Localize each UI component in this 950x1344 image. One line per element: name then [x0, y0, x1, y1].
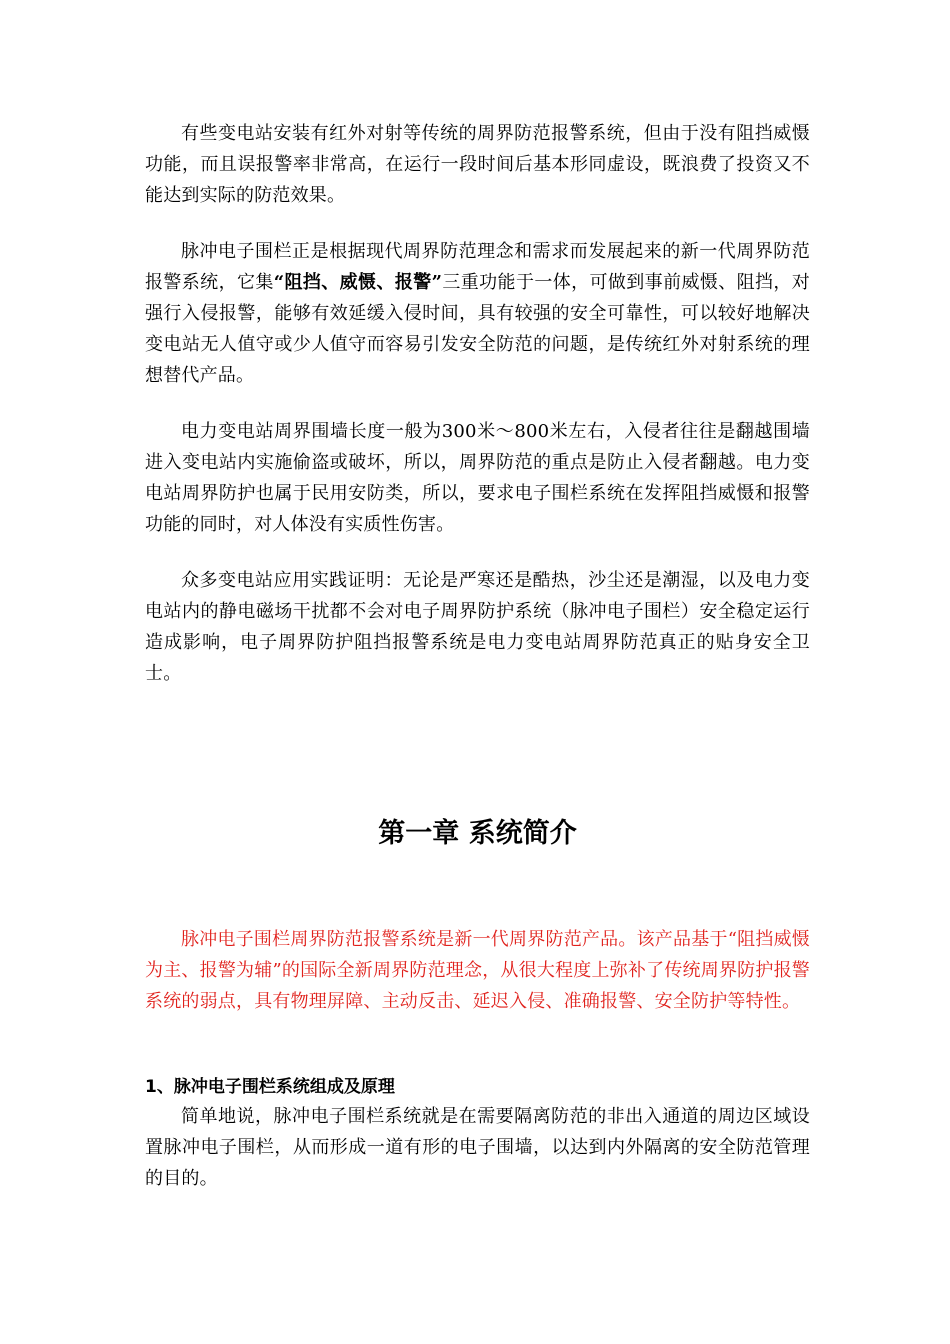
paragraph-2	[145, 236, 810, 391]
section-heading: 1、脉冲电子围栏系统组成及原理	[145, 1077, 395, 1097]
paragraph-2-text-start: 脉冲电子围栏正是根据现代周界防范理念和需求而发展起来的新一代周界防范报警系统，它集	[145, 241, 810, 293]
paragraph-2-text-end: 三重功能于一体，可做到事前威慑、阻挡，对强行入侵报警，能够有效延缓入侵时间，具有较强的安全可靠性，可以较好地解决变电站无人值守或少人值守而容易引发安全防范的问题，是传统红外对射系统的理想替代产品。	[145, 272, 811, 386]
section-body-paragraph: 简单地说，脉冲电子围栏系统就是在需要隔离防范的非出入通道的周边区域设置脉冲电子围栏，从而形成一道有形的电子围墙，以达到内外隔离的安全防范管理的目的。	[145, 1106, 810, 1189]
paragraph-1: 有些变电站安装有红外对射等传统的周界防范报警系统，但由于没有阻挡威慑功能，而且误报警率非常高，在运行一段时间后基本形同虚设，既浪费了投资又不能达到实际的防范效果。	[145, 123, 810, 206]
chapter-title: 第一章 系统简介	[378, 818, 577, 849]
paragraph-4: 众多变电站应用实践证明：无论是严寒还是酷热，沙尘还是潮湿，以及电力变电站内的静电磁场干扰都不会对电子周界防护系统（脉冲电子围栏）安全稳定运行造成影响，电子周界防护阻挡报警系统是电力变电站周界防范真正的贴身安全卫士。	[145, 570, 810, 684]
paragraph-3: 电力变电站周界围墙长度一般为300米～800米左右，入侵者往往是翻越围墙进入变电站内实施偷盗或破坏，所以，周界防范的重点是防止入侵者翻越。电力变电站周界防护也属于民用安防类，所以，要求电子围栏系统在发挥阻挡威慑和报警功能的同时，对人体没有实质性伤害。	[145, 421, 810, 535]
chapter-intro-paragraph: 脉冲电子围栏周界防范报警系统是新一代周界防范产品。该产品基于“阻挡威慑为主、报警为辅”的国际全新周界防范理念，从很大程度上弥补了传统周界防护报警系统的弱点，具有物理屏障、主动反击、延迟入侵、准确报警、安全防护等特性。	[145, 929, 810, 1012]
paragraph-2-emphasis: “阻挡、威慑、报警”	[273, 272, 443, 293]
